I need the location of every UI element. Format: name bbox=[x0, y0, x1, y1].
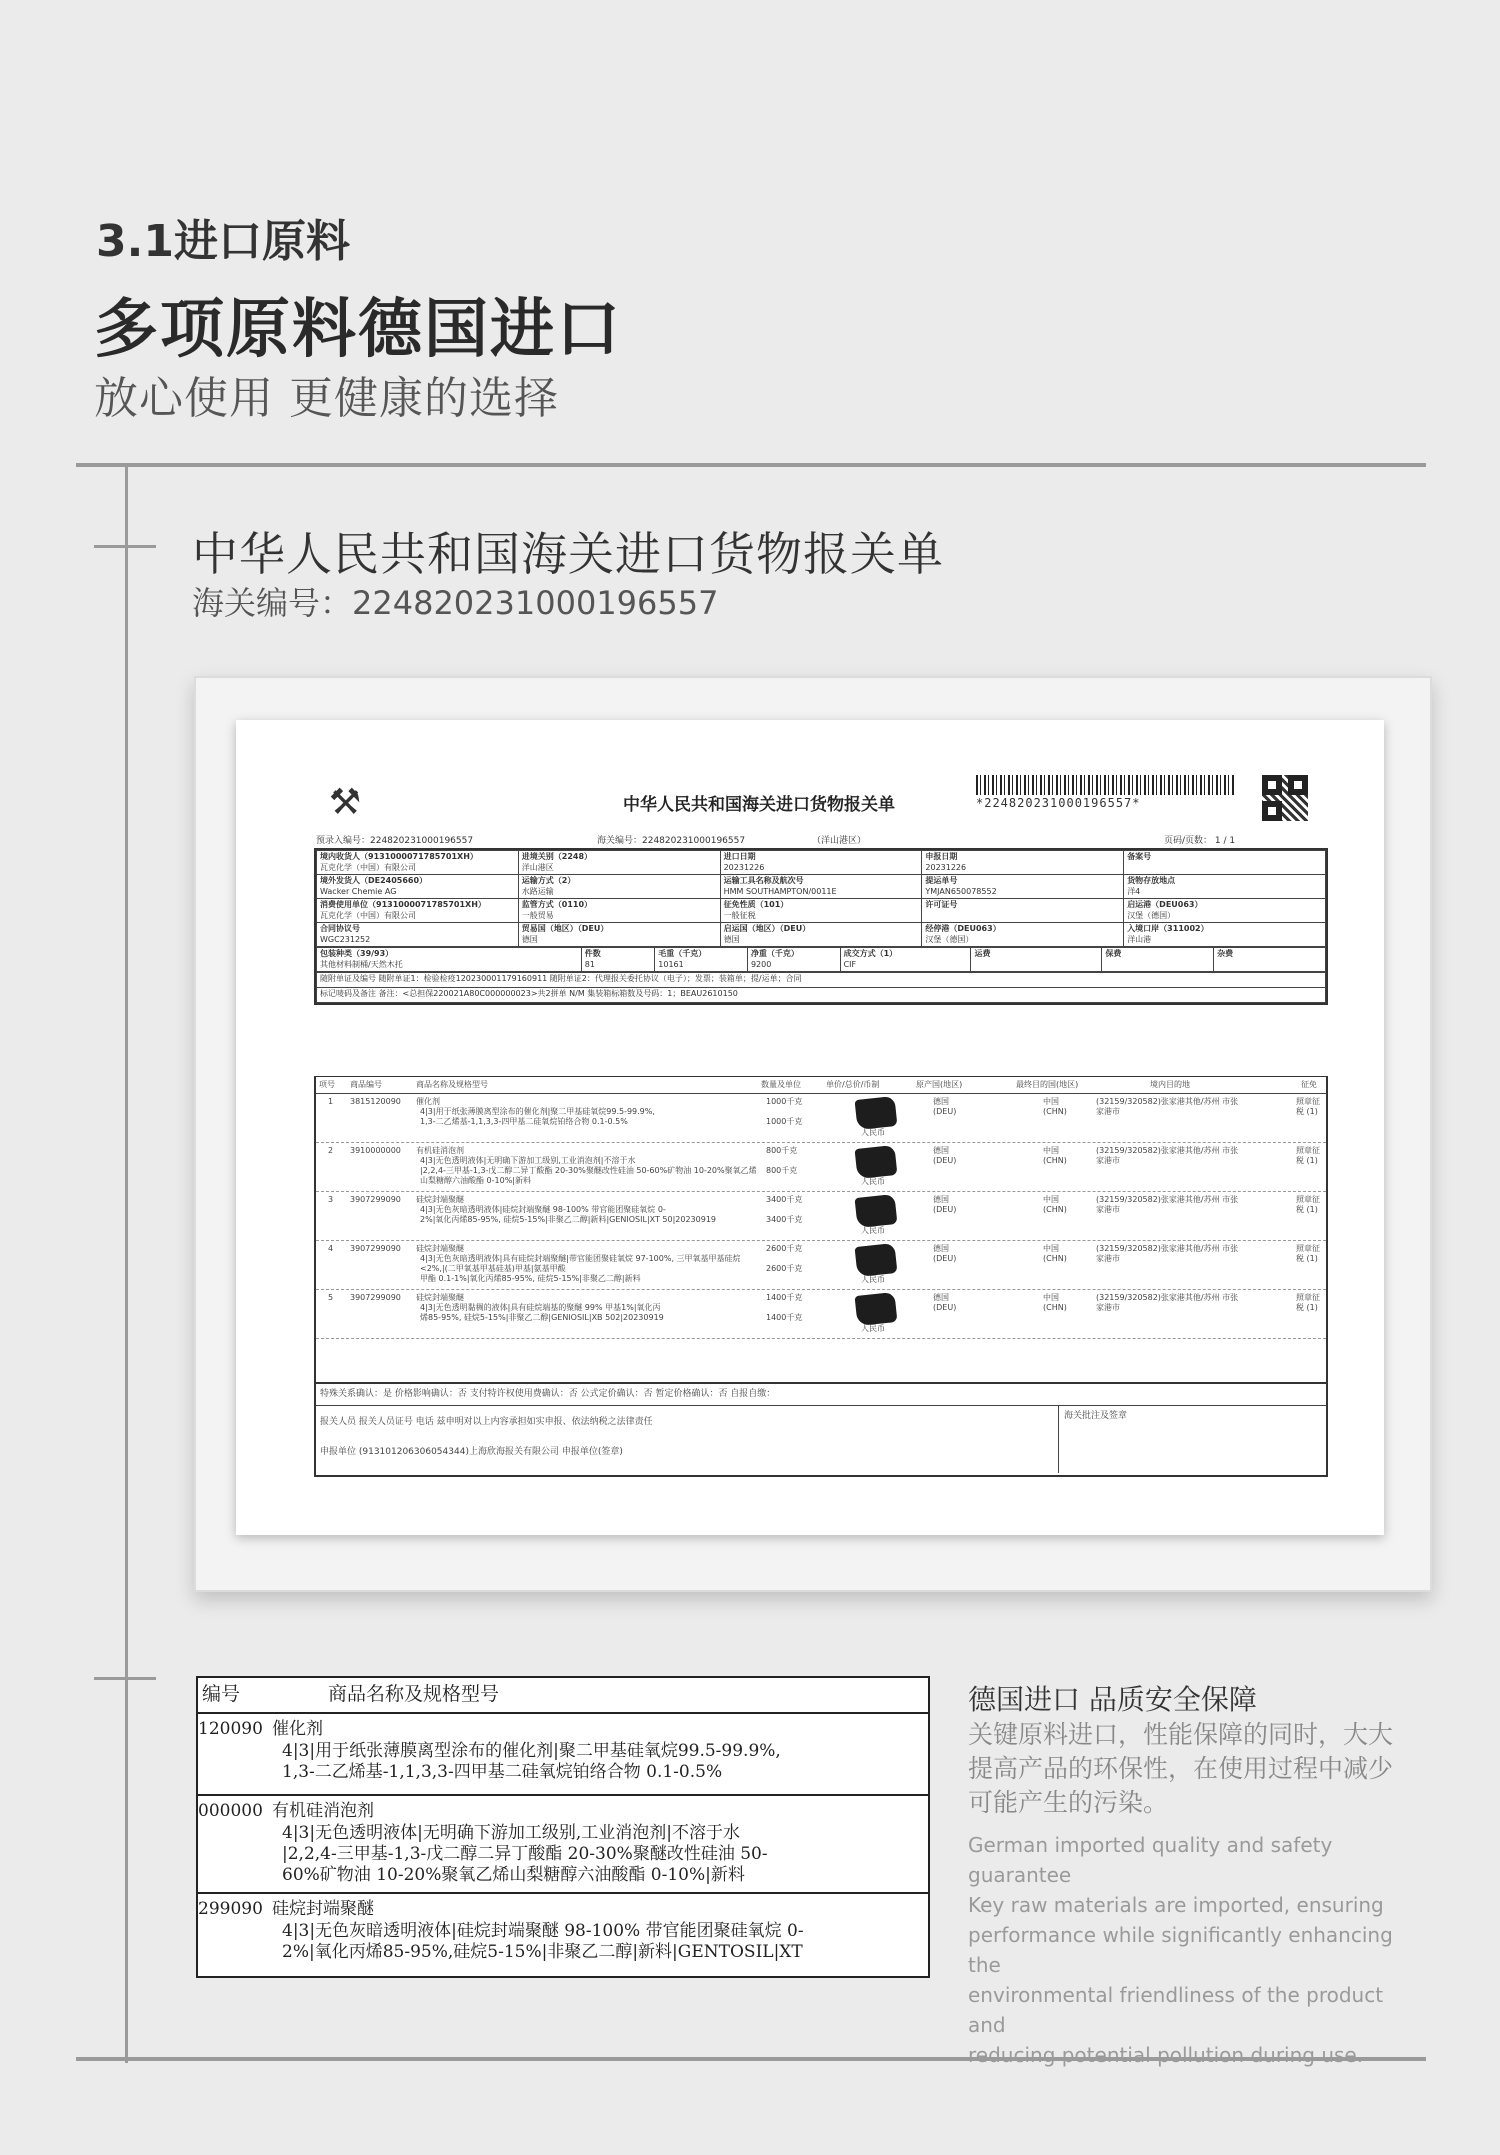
top-divider bbox=[76, 463, 1426, 467]
grid-cell: 货物存放地点 洋4 bbox=[1124, 875, 1326, 899]
zoom-col-name: 商品名称及规格型号 bbox=[328, 1683, 500, 1705]
page-subheadline: 放心使用 更健康的选择 bbox=[94, 373, 559, 424]
zoom-row: 299090 硅烷封端聚醚 4|3|无色灰暗透明液体|硅烷封端聚醚 98-100% 带官能团聚硅氧烷 0- 2%|氧化丙烯85-95%,硅烷5-15%|非聚乙二醇|新料|GENTOSIL|XT bbox=[198, 1899, 804, 1962]
grid-cell: 合同协议号 WGC231252 bbox=[317, 923, 519, 947]
goods-zoom-detail bbox=[196, 1676, 930, 1978]
redaction-mark bbox=[855, 1194, 898, 1228]
barcode-text: *224820231000196557* bbox=[976, 796, 1141, 810]
goods-col-place: 境内目的地 bbox=[1150, 1080, 1190, 1089]
goods-row: 2 3910000000 有机硅消泡剂 4|3|无色透明液体|无明确下游加工级别,工业消泡剂|不溶于水 |2,2,4-三甲基-1,3-戊二醇二异丁酸酯 20-30%聚醚改性硅油 50-60%矿物油 10-20%聚氧乙烯山梨糖醇六油酸酯 0-10%|新料 800千克 800千克 人民币 德国 (DEU) 中国 (CHN) (32159/320582)张家港其他/苏州 市张家港市 照章征税 (1) bbox=[316, 1143, 1326, 1192]
grid-cell: 消费使用单位（91310000717857​01XH） 瓦克化学（中国）有限公司 bbox=[317, 899, 519, 923]
document-title: 中华人民共和国海关进口货物报关单 bbox=[192, 527, 944, 581]
declarant-unit: 申报单位 (913101206306054344)上海欣海报关有限公司 申报单位(签章) bbox=[320, 1447, 623, 1457]
grid-cell: 件数 81 bbox=[581, 948, 655, 972]
goods-col-tax: 征免 bbox=[1301, 1080, 1317, 1089]
customs-emblem-icon: ⚒ bbox=[328, 782, 362, 823]
goods-row: 3 3907299090 硅烷封端聚醚 4|3|无色灰暗透明液体|硅烷封端聚醚 98-100% 带官能团聚硅氧烷 0- 2%|氧化丙烯85-95%, 硅烷5-15%|非聚乙二醇|新料|GENIOSIL|XT 50|20230919 3400千克 3400千克 人民币 德国 (DEU) 中国 (CHN) (32159/320582)张家港其他/苏州 市张家港市 照章征税 (1) bbox=[316, 1192, 1326, 1241]
grid-cell: 监管方式（0110） 一般贸易 bbox=[518, 899, 720, 923]
goods-col-qty: 数量及单位 bbox=[761, 1080, 801, 1089]
barcode bbox=[976, 775, 1234, 795]
goods-table bbox=[314, 1076, 1328, 1384]
goods-row: 5 3907299090 硅烷封端聚醚 4|3|无色透明黏稠的液体|具有硅烷端基的聚醚 99% 甲基1%|氧化丙 烯85-95%, 硅烷5-15%|非聚乙二醇|GENIOSIL|XB 502|20230919 1400千克 1400千克 人民币 德国 (DEU) 中国 (CHN) (32159/320582)张家港其他/苏州 市张家港市 照章征税 (1) bbox=[316, 1290, 1326, 1339]
quality-description-cn: 关键原料进口，性能保障的同时，大大 提高产品的环保性，在使用过程中减少 可能产生的污染。 bbox=[968, 1720, 1394, 1817]
rail-tick bbox=[94, 545, 156, 548]
page-count: 页码/页数： 1 / 1 bbox=[1164, 836, 1236, 846]
confirmation-row: 特殊关系确认：是 价格影响确认：否 支付特许权使用费确认：否 公式定价确认：否 暂定价格确认：否 自报自缴： bbox=[320, 1389, 776, 1399]
grid-cell: 境外发货人（DE2405660） Wacker Chemie AG bbox=[317, 875, 519, 899]
grid-cell: 运输工具名称及航次号 HMM SOUTHAMPTON/0011E bbox=[720, 875, 922, 899]
grid-cell: 运费 bbox=[971, 948, 1102, 972]
declaration-scan bbox=[236, 720, 1384, 1535]
goods-col-origin: 原产国(地区) bbox=[916, 1080, 963, 1089]
section-number: 3.1进口原料 bbox=[96, 216, 350, 267]
grid-cell: 成交方式（1） CIF bbox=[840, 948, 971, 972]
documents-row: 随附单证及编号 随附单证1：检验检疫1202300011791609​11 随附单证2：代理报关委托协议（电子）；发票；装箱单；提/运单；合同 bbox=[317, 973, 1326, 988]
zoom-header bbox=[198, 1678, 928, 1714]
goods-col-no: 项号 bbox=[319, 1080, 335, 1089]
declaration-header-grid bbox=[314, 848, 1328, 1005]
pre-entry-number: 预录入编号：224820231000196557 bbox=[316, 836, 474, 846]
goods-col-dest: 最终目的国(地区) bbox=[1016, 1080, 1079, 1089]
grid-cell: 包装种类（39/93） 其他材料制桶/天然木托 bbox=[317, 948, 582, 972]
grid-cell: 净重（千克） 9200 bbox=[747, 948, 840, 972]
grid-cell: 启运港（DEU063） 汉堡（德国） bbox=[1124, 899, 1326, 923]
scan-title: 中华人民共和国海关进口货物报关单 bbox=[623, 795, 895, 815]
grid-cell: 杂费 bbox=[1214, 948, 1326, 972]
goods-row: 1 3815120090 催化剂 4|3|用于纸张薄膜离型涂布的催化剂|聚二甲基硅氧烷99.5-99.9%, 1,3-二乙烯基-1,1,3,3-四甲基二硅氧烷铂络合物 0.1-0.5% 1000千克 1000千克 人民币 德国 (DEU) 中国 (CHN) (32159/320582)张家港其他/苏州 市张家港市 照章征税 (1) bbox=[316, 1094, 1326, 1143]
goods-col-code: 商品编号 bbox=[350, 1080, 382, 1089]
grid-cell: 贸易国（地区）（DEU） 德国 bbox=[518, 923, 720, 947]
grid-cell: 申报日期 20231226 bbox=[922, 851, 1124, 875]
grid-cell: 启运国（地区）（DEU） 德国 bbox=[720, 923, 922, 947]
grid-cell: 入境口岸（311002） 洋山港 bbox=[1124, 923, 1326, 947]
rail-tick bbox=[94, 1677, 156, 1680]
page-headline: 多项原料德国进口 bbox=[94, 293, 622, 367]
grid-cell: 许可证号 bbox=[922, 899, 1124, 923]
grid-cell: 提运单号 YMJAN650078552 bbox=[922, 875, 1124, 899]
redaction-mark bbox=[855, 1096, 898, 1130]
customs-number: 海关编号：224820231000196557 bbox=[597, 836, 746, 846]
redaction-mark bbox=[855, 1292, 898, 1326]
goods-header bbox=[316, 1077, 1326, 1094]
goods-col-price: 单价/总价/币制 bbox=[826, 1080, 880, 1089]
grid-cell: 备案号 bbox=[1124, 851, 1326, 875]
left-rail bbox=[125, 463, 128, 2063]
declarant-row: 报关人员 报关人员证号 电话 兹申明对以上内容承担如实申报、依法纳税之法律责任 bbox=[320, 1417, 653, 1427]
grid-cell: 征免性质（101） 一般征税 bbox=[720, 899, 922, 923]
grid-cell: 运输方式（2） 水路运输 bbox=[518, 875, 720, 899]
redaction-mark bbox=[855, 1243, 898, 1277]
goods-col-name: 商品名称及规格型号 bbox=[416, 1080, 488, 1089]
zoom-col-code: 编号 bbox=[202, 1683, 241, 1705]
grid-cell: 进口日期 20231226 bbox=[720, 851, 922, 875]
marks-row: 标记唛码及备注 备注：<总担保220021A80C000000023>共2拼单 N/M 集装箱标箱数及号码：1；BEAU2610150 bbox=[317, 988, 1326, 1003]
qr-code-icon bbox=[1262, 775, 1308, 821]
grid-cell: 毛重（千克） 10161 bbox=[655, 948, 748, 972]
grid-cell: 进境关别（2248） 洋山港区 bbox=[518, 851, 720, 875]
redaction-mark bbox=[855, 1145, 898, 1179]
quality-description-en: German imported quality and safety guarantee Key raw materials are imported, ensuring performance while significantly enhancing the environmental friendliness of the product and reducing potential pollution during use. bbox=[968, 1833, 1393, 2067]
zoom-row: 000000 有机硅消泡剂 4|3|无色透明液体|无明确下游加工级别,工业消泡剂|不溶于水 |2,2,4-三甲基-1,3-戊二醇二异丁酸酯 20-30%聚醚改性硅油 50- 60%矿物油 10-20%聚氧乙烯山梨糖醇六油酸酯 0-10%|新料 bbox=[198, 1796, 928, 1894]
port-name: （洋山港区） bbox=[812, 836, 867, 846]
declaration-footer bbox=[314, 1381, 1328, 1477]
grid-cell: 保费 bbox=[1102, 948, 1214, 972]
grid-cell: 经停港（DEU063） 汉堡（德国） bbox=[922, 923, 1124, 947]
goods-row: 4 3907299090 硅烷封端聚醚 4|3|无色灰暗透明液体|具有硅烷封端聚醚|带官能团聚硅氧烷 97-100%, 三甲氧基甲基硅烷 <2%,|(二甲氧基甲基硅基)甲基|氨基甲酸 甲酯 0.1-1%|氧化丙烯85-95%, 硅烷5-15%|非聚乙二醇|新料 2600千克 2600千克 人民币 德国 (DEU) 中国 (CHN) (32159/320582)张家港其他/苏州 市张家港市 照章征税 (1) bbox=[316, 1241, 1326, 1290]
document-number: 海关编号：224820231000196557 bbox=[192, 584, 719, 622]
grid-cell: 境内收货人（91310000717857​01XH） 瓦克化学（中国）有限公司 bbox=[317, 851, 519, 875]
quality-title: 德国进口 品质安全保障 bbox=[968, 1683, 1257, 1716]
customs-sign-box: 海关批注及签章 bbox=[1064, 1411, 1128, 1421]
zoom-row: 120090 催化剂 4|3|用于纸张薄膜离型涂布的催化剂|聚二甲基硅氧烷99.5-99.9%, 1,3-二乙烯基-1,1,3,3-四甲基二硅氧烷铂络合物 0.1-0.5% bbox=[198, 1714, 928, 1796]
